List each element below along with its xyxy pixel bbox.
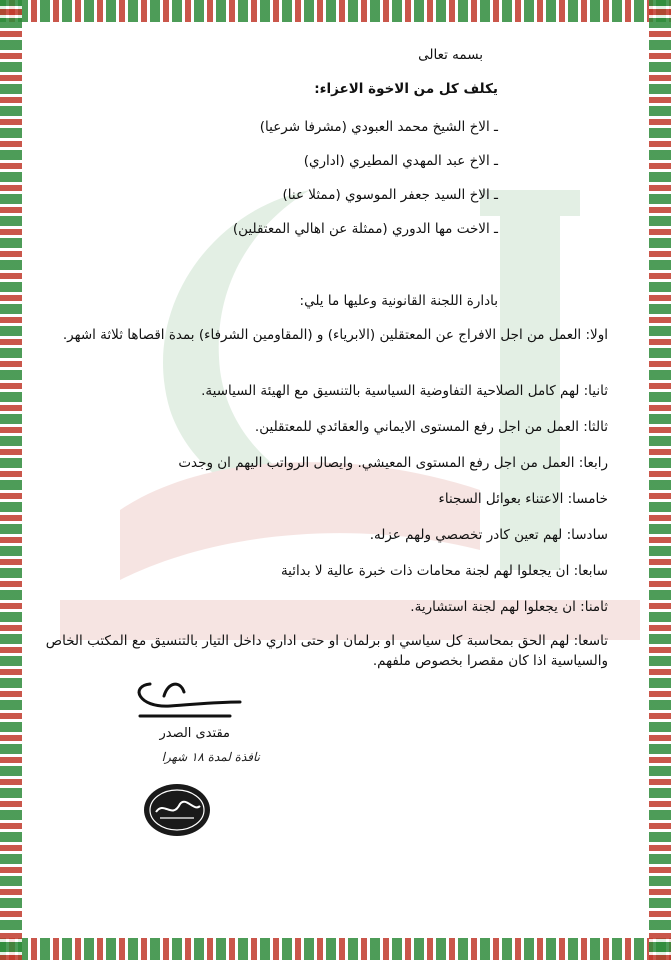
task-item: سابعا: ان يجعلوا لهم لجنة محامات ذات خبرة عالية لا بدائية: [280, 563, 608, 579]
member-item: ـ الاخ عبد المهدي المطيري (اداري): [303, 153, 498, 169]
task-item: خامسا: الاعتناء بعوائل السجناء: [438, 491, 608, 507]
decorative-border-right: [649, 0, 671, 960]
member-item: ـ الاخ الشيخ محمد العبودي (مشرفا شرعيا): [259, 119, 498, 135]
official-seal-stamp: [142, 782, 212, 838]
task-item: تاسعا: لهم الحق بمحاسبة كل سياسي او برلمان او حتى اداري داخل التيار بالتنسيق مع المكتب الخاص والسياسية اذا كان مقصرا بخصوص ملفهم.: [45, 633, 608, 669]
task-item: ثامنا: ان يجعلوا لهم لجنة استشارية.: [410, 599, 608, 615]
task-item: اولا: العمل من اجل الافراج عن المعتقلين (الابرياء) و (المقاومين الشرفاء) بمدة اقصاها ثلاثة اشهر.: [62, 327, 608, 343]
member-item: ـ الاخ السيد جعفر الموسوي (ممثلا عنا): [282, 187, 498, 203]
signatory-name: مقتدى الصدر: [159, 726, 230, 741]
task-item: رابعا: العمل من اجل رفع المستوى المعيشي. وايصال الرواتب اليهم ان وجدت: [178, 455, 608, 471]
task-heading: بادارة اللجنة القانونية وعليها ما يلي:: [299, 293, 498, 309]
member-item: ـ الاخت مها الدوري (ممثلة عن اهالي المعتقلين): [232, 221, 498, 237]
decorative-border-top: [0, 0, 671, 22]
handwritten-validity-note: نافذة لمدة ١٨ شهرا: [161, 750, 260, 764]
task-item: ثانيا: لهم كامل الصلاحية التفاوضية السياسية بالتنسيق مع الهيئة السياسية.: [201, 383, 608, 399]
task-item: ثالثا: العمل من اجل رفع المستوى الايماني والعقائدي للمعتقلين.: [254, 419, 608, 435]
decorative-border-left: [0, 0, 22, 960]
signature-block: [120, 672, 260, 852]
decorative-border-bottom: [0, 938, 671, 960]
handwritten-signature: [120, 672, 260, 722]
header-basmala: بسمه تعالى: [418, 47, 483, 63]
task-item: سادسا: لهم تعين كادر تخصصي ولهم عزله.: [369, 527, 608, 543]
intro-line: يكلف كل من الاخوة الاعزاء:: [314, 81, 498, 97]
